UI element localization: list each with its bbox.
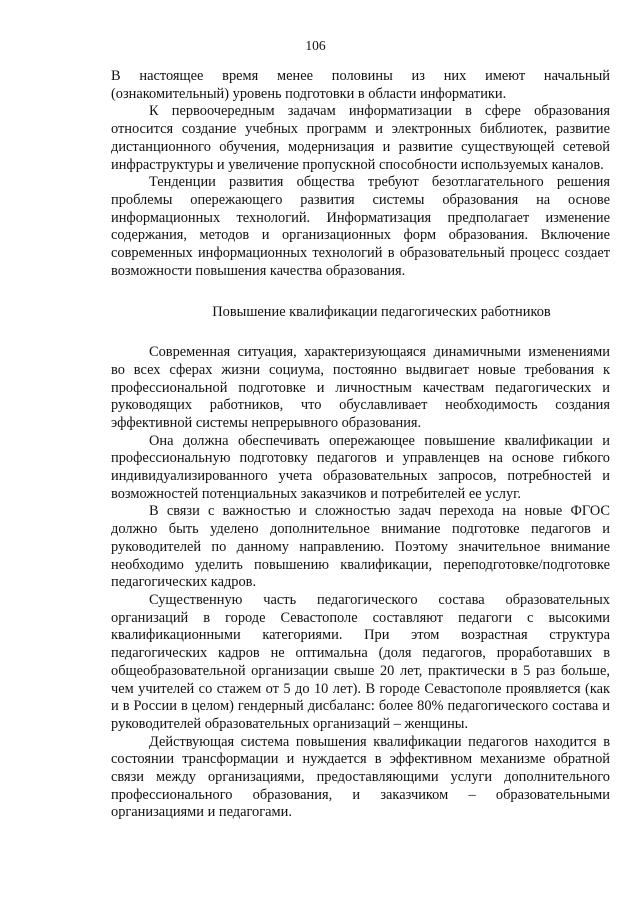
paragraph: В связи с важностью и сложностью задач перехода на новые ФГОС должно быть уделено дополнительное внимание подготовке педагогов и руководителей по данному направлению. Поэтому значительное внимание необходимо уделить повышению квалификации, переподготовке/подготовке педагогических кадров. — [111, 503, 610, 591]
paragraph: Тенденции развития общества требуют безотлагательного решения проблемы опережающего развития системы образования на основе информационных технологий. Информатизация предполагает изменение содержания, методов и организационных форм образования. Включение современных информационных технологий в образовательный процесс создает возможности повышения качества образования. — [111, 174, 610, 279]
page-number: 106 — [305, 38, 326, 53]
section-heading: Повышение квалификации педагогических работников — [212, 304, 551, 321]
paragraph: Современная ситуация, характеризующаяся динамичными изменениями во всех сферах жизни социума, постоянно выдвигает новые требования к профессиональной подготовке и личностным качествам педагогических и руководящих работников, что обуславливает необходимость создания эффективной системы непрерывного образования. — [111, 344, 610, 431]
paragraph: Она должна обеспечивать опережающее повышение квалификации и профессиональную подготовку педагогов и управленцев на основе гибкого индивидуализированного учета образовательных запросов, потребностей и возможностей потенциальных заказчиков и потребителей ее услуг. — [111, 432, 610, 502]
paragraph: Существенную часть педагогического состава образовательных организаций в городе Севастополе составляют педагоги с высокими квалификационными категориями. При этом возрастная структура педагогических кадров не оптимальна (доля педагогов, проработавших в общеобразовательной организации свыше 20 лет, практически в 5 раз больше, чем учителей со стажем от 5 до 10 лет). В городе Севастополе проявляется (как и в России в целом) гендерный дисбаланс: более 80% педагогического состава и руководителей образовательных организаций – женщины. — [111, 591, 610, 732]
paragraph: В настоящее время менее половины из них имеют начальный (ознакомительный) уровень подготовки в области информатики. — [111, 68, 610, 102]
paragraph: Действующая система повышения квалификации педагогов находится в состоянии трансформации и нуждается в эффективном механизме обратной связи между организациями, предоставляющими услуги дополнительного профессионального образования, и заказчиком – образовательными организациями и педагогами. — [111, 733, 610, 821]
document-body — [111, 68, 610, 822]
paragraph: К первоочередным задачам информатизации в сфере образования относится создание учебных программ и электронных библиотек, развитие дистанционного обучения, модернизация и развитие существующей сетевой инфраструктуры и увеличение пропускной способности используемых каналов. — [111, 103, 610, 173]
